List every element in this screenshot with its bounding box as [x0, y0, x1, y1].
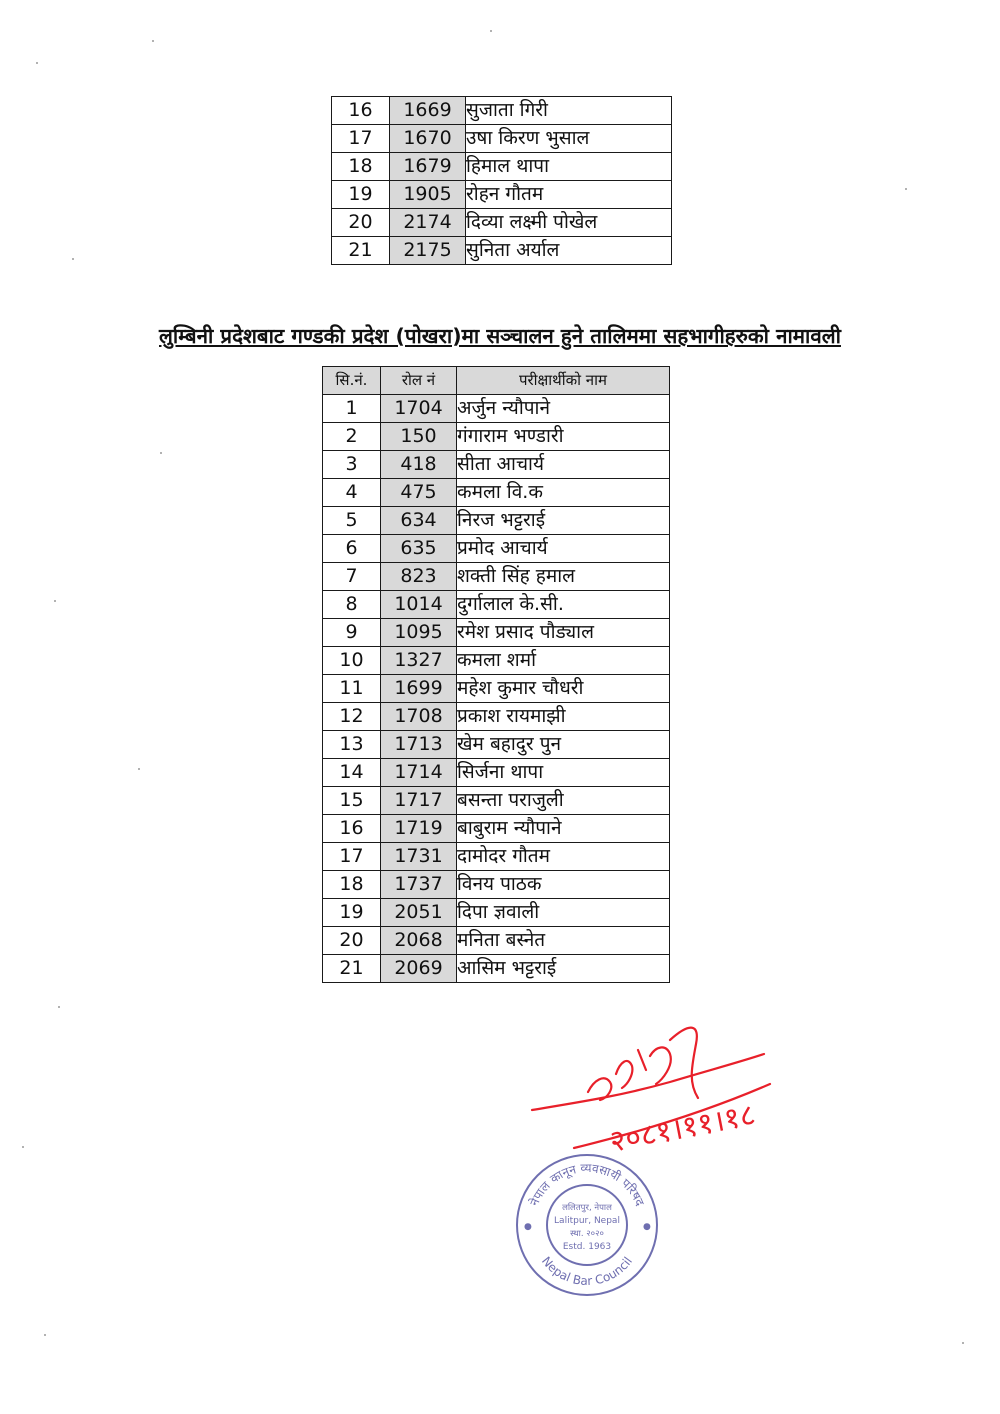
- roll-number-cell: 1095: [381, 619, 457, 647]
- table-row: [323, 563, 670, 591]
- signature-date: २०८१।११।१८: [606, 1097, 759, 1160]
- participant-name-cell: सीता आचार्य: [457, 451, 670, 479]
- roll-number-cell: 1670: [390, 125, 466, 153]
- roll-number-cell: 1731: [381, 843, 457, 871]
- table-row: [332, 209, 672, 237]
- participant-name-cell: दुर्गालाल के.सी.: [457, 591, 670, 619]
- seal-inner-line: ललितपुर, नेपाल: [562, 1203, 612, 1213]
- table-row: [323, 731, 670, 759]
- serial-number-cell: 10: [323, 647, 381, 675]
- roll-number-cell: 634: [381, 507, 457, 535]
- participant-name-cell: आसिम भट्टराई: [457, 955, 670, 983]
- serial-number-cell: 3: [323, 451, 381, 479]
- table-row: [323, 899, 670, 927]
- roll-number-cell: 1708: [381, 703, 457, 731]
- scan-speck: [490, 30, 492, 32]
- scan-speck: [152, 40, 154, 42]
- table-row: [332, 181, 672, 209]
- seal-inner-line: Lalitpur, Nepal: [554, 1216, 620, 1226]
- table-row: [323, 675, 670, 703]
- participant-name-cell: दिव्या लक्ष्मी पोखेल: [466, 209, 672, 237]
- participant-name-cell: हिमाल थापा: [466, 153, 672, 181]
- table-row: [323, 787, 670, 815]
- roll-number-cell: 1669: [390, 97, 466, 125]
- serial-number-cell: 21: [323, 955, 381, 983]
- roll-number-cell: 2051: [381, 899, 457, 927]
- participant-name-header: परीक्षार्थीको नाम: [457, 367, 670, 395]
- bar-council-seal: [512, 1150, 662, 1300]
- table-header-row: [323, 367, 670, 395]
- seal-dot: ●: [524, 1222, 532, 1232]
- participant-name-cell: खेम बहादुर पुन: [457, 731, 670, 759]
- serial-number-cell: 16: [332, 97, 390, 125]
- serial-number-cell: 20: [332, 209, 390, 237]
- scan-speck: [160, 452, 162, 454]
- participant-name-cell: उषा किरण भुसाल: [466, 125, 672, 153]
- participant-name-cell: कमला शर्मा: [457, 647, 670, 675]
- table-row: [323, 647, 670, 675]
- table-row: [332, 153, 672, 181]
- table-row: [323, 703, 670, 731]
- participant-name-cell: बसन्ता पराजुली: [457, 787, 670, 815]
- table-row: [323, 535, 670, 563]
- serial-number-cell: 8: [323, 591, 381, 619]
- serial-number-cell: 21: [332, 237, 390, 265]
- table-row: [323, 591, 670, 619]
- roll-number-cell: 475: [381, 479, 457, 507]
- serial-number-cell: 11: [323, 675, 381, 703]
- table-row: [323, 479, 670, 507]
- participant-name-cell: रमेश प्रसाद पौड्याल: [457, 619, 670, 647]
- participant-name-cell: प्रकाश रायमाझी: [457, 703, 670, 731]
- participant-name-cell: अर्जुन न्यौपाने: [457, 395, 670, 423]
- participant-name-cell: सिर्जना थापा: [457, 759, 670, 787]
- roll-number-cell: 1704: [381, 395, 457, 423]
- roll-number-cell: 1714: [381, 759, 457, 787]
- serial-number-cell: 1: [323, 395, 381, 423]
- roll-number-cell: 1014: [381, 591, 457, 619]
- table-row: [323, 395, 670, 423]
- roll-number-cell: 823: [381, 563, 457, 591]
- participant-roster-body: [323, 395, 670, 983]
- seal-outer-text-bottom: Nepal Bar Council: [538, 1254, 636, 1289]
- roll-number-cell: 1905: [390, 181, 466, 209]
- seal-inner-line: स्था. २०२०: [570, 1229, 604, 1239]
- serial-number-header: सि.नं.: [323, 367, 381, 395]
- roll-number-cell: 2068: [381, 927, 457, 955]
- participant-name-cell: कमला वि.क: [457, 479, 670, 507]
- table-row: [323, 507, 670, 535]
- scan-speck: [54, 600, 56, 602]
- participant-name-cell: बाबुराम न्यौपाने: [457, 815, 670, 843]
- participant-roster-table: [322, 366, 670, 983]
- seal-dot: ●: [643, 1222, 651, 1232]
- participant-name-cell: गंगाराम भण्डारी: [457, 423, 670, 451]
- roll-number-cell: 1717: [381, 787, 457, 815]
- participant-name-cell: शक्ती सिंह हमाल: [457, 563, 670, 591]
- roll-number-cell: 2069: [381, 955, 457, 983]
- serial-number-cell: 17: [332, 125, 390, 153]
- serial-number-cell: 15: [323, 787, 381, 815]
- scan-speck: [138, 768, 140, 770]
- table-row: [332, 237, 672, 265]
- scan-speck: [962, 1342, 964, 1344]
- participant-name-cell: सुनिता अर्याल: [466, 237, 672, 265]
- participant-name-cell: मनिता बस्नेत: [457, 927, 670, 955]
- table-row: [323, 815, 670, 843]
- participant-name-cell: महेश कुमार चौधरी: [457, 675, 670, 703]
- table-row: [323, 619, 670, 647]
- roll-number-cell: 1737: [381, 871, 457, 899]
- roll-number-cell: 1699: [381, 675, 457, 703]
- scan-speck: [58, 1006, 60, 1008]
- roll-number-cell: 635: [381, 535, 457, 563]
- scan-speck: [72, 258, 74, 260]
- scan-speck: [44, 1334, 46, 1336]
- serial-number-cell: 16: [323, 815, 381, 843]
- serial-number-cell: 17: [323, 843, 381, 871]
- section-heading: लुम्बिनी प्रदेशबाट गण्डकी प्रदेश (पोखरा)मा सञ्चालन हुने तालिममा सहभागीहरुको नामावली: [159, 324, 841, 348]
- participant-name-cell: विनय पाठक: [457, 871, 670, 899]
- roll-number-cell: 2175: [390, 237, 466, 265]
- seal-outer-text-top: नेपाल कानून व्यवसायी परिषद: [527, 1160, 647, 1208]
- serial-number-cell: 12: [323, 703, 381, 731]
- roll-number-cell: 418: [381, 451, 457, 479]
- seal-inner-line: Estd. 1963: [562, 1242, 612, 1252]
- table-row: [323, 759, 670, 787]
- serial-number-cell: 5: [323, 507, 381, 535]
- serial-number-cell: 2: [323, 423, 381, 451]
- scan-speck: [22, 1146, 24, 1148]
- serial-number-cell: 6: [323, 535, 381, 563]
- table-row: [323, 451, 670, 479]
- serial-number-cell: 19: [332, 181, 390, 209]
- scan-speck: [36, 62, 38, 64]
- roll-number-cell: 2174: [390, 209, 466, 237]
- scan-speck: [905, 188, 907, 190]
- table-row: [332, 125, 672, 153]
- serial-number-cell: 7: [323, 563, 381, 591]
- table-row: [323, 423, 670, 451]
- roll-number-header: रोल नं: [381, 367, 457, 395]
- table-row: [323, 843, 670, 871]
- participant-name-cell: निरज भट्टराई: [457, 507, 670, 535]
- continuation-roster-table: [331, 96, 672, 265]
- table-row: [332, 97, 672, 125]
- serial-number-cell: 13: [323, 731, 381, 759]
- serial-number-cell: 14: [323, 759, 381, 787]
- table-row: [323, 871, 670, 899]
- serial-number-cell: 20: [323, 927, 381, 955]
- serial-number-cell: 18: [332, 153, 390, 181]
- roll-number-cell: 1679: [390, 153, 466, 181]
- table-row: [323, 927, 670, 955]
- participant-name-cell: सुजाता गिरी: [466, 97, 672, 125]
- serial-number-cell: 19: [323, 899, 381, 927]
- serial-number-cell: 18: [323, 871, 381, 899]
- handwritten-signature: [520, 1010, 820, 1160]
- participant-name-cell: प्रमोद आचार्य: [457, 535, 670, 563]
- participant-name-cell: दिपा ज्ञवाली: [457, 899, 670, 927]
- roll-number-cell: 1713: [381, 731, 457, 759]
- participant-name-cell: दामोदर गौतम: [457, 843, 670, 871]
- serial-number-cell: 4: [323, 479, 381, 507]
- participant-name-cell: रोहन गौतम: [466, 181, 672, 209]
- roll-number-cell: 150: [381, 423, 457, 451]
- roll-number-cell: 1719: [381, 815, 457, 843]
- serial-number-cell: 9: [323, 619, 381, 647]
- table-row: [323, 955, 670, 983]
- roll-number-cell: 1327: [381, 647, 457, 675]
